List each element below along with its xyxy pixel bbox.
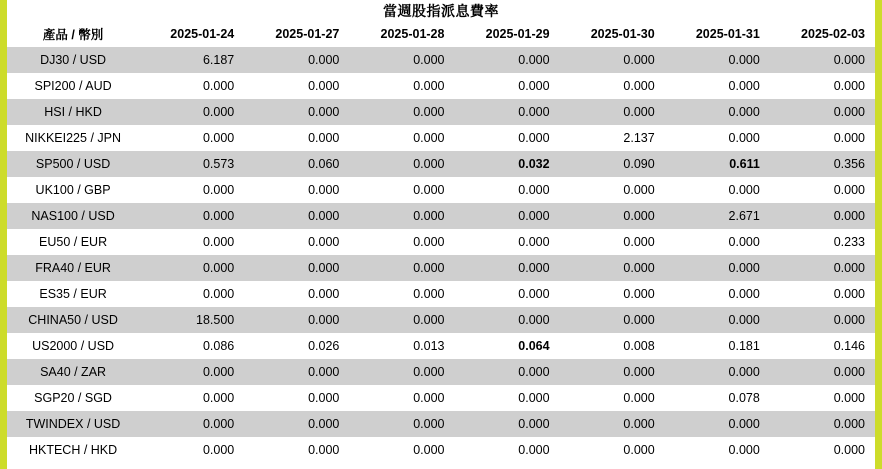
table-row xyxy=(7,359,875,385)
cell-rate: 0.000 xyxy=(349,99,454,125)
cell-rate: 0.000 xyxy=(349,229,454,255)
cell-rate: 0.146 xyxy=(770,333,875,359)
cell-rate: 0.000 xyxy=(349,47,454,73)
table-row xyxy=(7,47,875,73)
table-row xyxy=(7,255,875,281)
cell-product: SPI200 / AUD xyxy=(7,73,139,99)
cell-rate: 0.000 xyxy=(349,203,454,229)
cell-rate: 0.000 xyxy=(244,99,349,125)
table-row xyxy=(7,437,875,463)
cell-rate: 0.000 xyxy=(244,411,349,437)
cell-rate: 0.356 xyxy=(770,151,875,177)
cell-product: UK100 / GBP xyxy=(7,177,139,203)
cell-rate: 0.000 xyxy=(560,203,665,229)
cell-rate: 0.032 xyxy=(454,151,559,177)
cell-rate: 0.000 xyxy=(139,229,244,255)
cell-rate: 0.000 xyxy=(139,281,244,307)
cell-rate: 0.000 xyxy=(770,47,875,73)
page-title-bar xyxy=(7,0,875,21)
cell-rate: 0.611 xyxy=(665,151,770,177)
cell-rate: 0.000 xyxy=(560,281,665,307)
cell-rate: 0.233 xyxy=(770,229,875,255)
cell-rate: 0.078 xyxy=(665,385,770,411)
cell-rate: 0.000 xyxy=(560,307,665,333)
cell-rate: 0.000 xyxy=(770,281,875,307)
cell-rate: 0.000 xyxy=(454,437,559,463)
cell-rate: 0.000 xyxy=(349,411,454,437)
cell-product: SA40 / ZAR xyxy=(7,359,139,385)
cell-product: HSI / HKD xyxy=(7,99,139,125)
cell-product: EU50 / EUR xyxy=(7,229,139,255)
cell-rate: 0.000 xyxy=(349,151,454,177)
cell-rate: 0.000 xyxy=(454,125,559,151)
cell-rate: 0.000 xyxy=(349,73,454,99)
cell-rate: 0.000 xyxy=(139,411,244,437)
table-header xyxy=(7,21,875,47)
cell-product: US2000 / USD xyxy=(7,333,139,359)
cell-rate: 0.000 xyxy=(560,177,665,203)
table-row xyxy=(7,177,875,203)
cell-rate: 0.000 xyxy=(770,411,875,437)
cell-rate: 0.000 xyxy=(139,359,244,385)
cell-rate: 0.000 xyxy=(244,125,349,151)
cell-rate: 0.000 xyxy=(244,281,349,307)
table-row xyxy=(7,385,875,411)
cell-rate: 0.000 xyxy=(665,281,770,307)
cell-rate: 0.000 xyxy=(770,99,875,125)
cell-rate: 0.000 xyxy=(665,47,770,73)
cell-product: NIKKEI225 / JPN xyxy=(7,125,139,151)
cell-rate: 0.000 xyxy=(665,99,770,125)
cell-rate: 0.000 xyxy=(349,359,454,385)
cell-rate: 0.000 xyxy=(770,73,875,99)
cell-rate: 0.000 xyxy=(454,177,559,203)
cell-rate: 0.000 xyxy=(665,359,770,385)
cell-rate: 0.000 xyxy=(349,307,454,333)
cell-rate: 0.000 xyxy=(454,99,559,125)
cell-rate: 0.090 xyxy=(560,151,665,177)
cell-rate: 0.000 xyxy=(560,359,665,385)
cell-rate: 0.000 xyxy=(244,73,349,99)
cell-rate: 0.000 xyxy=(770,125,875,151)
cell-rate: 0.000 xyxy=(770,437,875,463)
cell-rate: 0.000 xyxy=(560,385,665,411)
cell-rate: 0.000 xyxy=(770,177,875,203)
cell-rate: 0.013 xyxy=(349,333,454,359)
cell-rate: 0.000 xyxy=(454,385,559,411)
cell-rate: 0.000 xyxy=(244,203,349,229)
cell-rate: 0.000 xyxy=(560,437,665,463)
cell-rate: 6.187 xyxy=(139,47,244,73)
cell-rate: 0.000 xyxy=(139,203,244,229)
cell-rate: 0.000 xyxy=(244,307,349,333)
cell-rate: 0.000 xyxy=(665,125,770,151)
cell-rate: 0.000 xyxy=(139,437,244,463)
cell-rate: 0.000 xyxy=(349,177,454,203)
cell-product: ES35 / EUR xyxy=(7,281,139,307)
cell-rate: 0.000 xyxy=(454,203,559,229)
cell-rate: 0.000 xyxy=(560,73,665,99)
cell-rate: 0.000 xyxy=(454,73,559,99)
cell-rate: 0.000 xyxy=(560,255,665,281)
cell-rate: 0.000 xyxy=(349,385,454,411)
cell-rate: 0.008 xyxy=(560,333,665,359)
cell-rate: 18.500 xyxy=(139,307,244,333)
cell-rate: 0.000 xyxy=(349,125,454,151)
cell-rate: 0.000 xyxy=(454,411,559,437)
cell-product: FRA40 / EUR xyxy=(7,255,139,281)
cell-rate: 0.000 xyxy=(770,359,875,385)
cell-rate: 0.000 xyxy=(139,99,244,125)
cell-rate: 0.000 xyxy=(770,385,875,411)
cell-rate: 0.000 xyxy=(139,177,244,203)
cell-rate: 0.000 xyxy=(454,229,559,255)
cell-product: SGP20 / SGD xyxy=(7,385,139,411)
cell-rate: 0.026 xyxy=(244,333,349,359)
table-row xyxy=(7,151,875,177)
cell-product: HKTECH / HKD xyxy=(7,437,139,463)
cell-rate: 2.137 xyxy=(560,125,665,151)
table-row xyxy=(7,333,875,359)
cell-rate: 0.060 xyxy=(244,151,349,177)
table-row xyxy=(7,307,875,333)
cell-rate: 0.000 xyxy=(770,255,875,281)
cell-rate: 0.000 xyxy=(454,281,559,307)
cell-product: SP500 / USD xyxy=(7,151,139,177)
cell-rate: 0.000 xyxy=(665,255,770,281)
cell-rate: 0.000 xyxy=(560,99,665,125)
table-row xyxy=(7,99,875,125)
table-row xyxy=(7,73,875,99)
cell-rate: 0.064 xyxy=(454,333,559,359)
cell-rate: 0.000 xyxy=(139,125,244,151)
cell-rate: 2.671 xyxy=(665,203,770,229)
column-header-product: 產品 / 幣別 xyxy=(7,21,139,47)
column-header-date-4: 2025-01-29 xyxy=(454,21,559,47)
cell-rate: 0.000 xyxy=(454,307,559,333)
table-row xyxy=(7,203,875,229)
cell-rate: 0.000 xyxy=(560,47,665,73)
table-row xyxy=(7,229,875,255)
cell-rate: 0.000 xyxy=(139,73,244,99)
cell-rate: 0.181 xyxy=(665,333,770,359)
table-body xyxy=(7,47,875,463)
cell-rate: 0.000 xyxy=(560,229,665,255)
column-header-date-2: 2025-01-27 xyxy=(244,21,349,47)
cell-rate: 0.000 xyxy=(349,255,454,281)
column-header-date-7: 2025-02-03 xyxy=(770,21,875,47)
cell-rate: 0.000 xyxy=(244,47,349,73)
cell-rate: 0.000 xyxy=(349,437,454,463)
cell-rate: 0.000 xyxy=(665,73,770,99)
cell-rate: 0.000 xyxy=(244,385,349,411)
cell-product: NAS100 / USD xyxy=(7,203,139,229)
cell-rate: 0.000 xyxy=(665,229,770,255)
cell-rate: 0.573 xyxy=(139,151,244,177)
cell-rate: 0.000 xyxy=(349,281,454,307)
cell-rate: 0.000 xyxy=(770,203,875,229)
cell-rate: 0.000 xyxy=(665,411,770,437)
cell-rate: 0.000 xyxy=(244,437,349,463)
cell-rate: 0.000 xyxy=(244,177,349,203)
column-header-date-5: 2025-01-30 xyxy=(560,21,665,47)
cell-rate: 0.000 xyxy=(560,411,665,437)
cell-rate: 0.000 xyxy=(244,229,349,255)
cell-rate: 0.000 xyxy=(454,47,559,73)
cell-rate: 0.000 xyxy=(454,255,559,281)
cell-rate: 0.086 xyxy=(139,333,244,359)
cell-product: CHINA50 / USD xyxy=(7,307,139,333)
cell-rate: 0.000 xyxy=(665,437,770,463)
table-header-row xyxy=(7,21,875,47)
table-row xyxy=(7,125,875,151)
cell-rate: 0.000 xyxy=(665,177,770,203)
cell-rate: 0.000 xyxy=(139,385,244,411)
cell-product: DJ30 / USD xyxy=(7,47,139,73)
cell-rate: 0.000 xyxy=(244,255,349,281)
cell-product: TWINDEX / USD xyxy=(7,411,139,437)
column-header-date-3: 2025-01-28 xyxy=(349,21,454,47)
cell-rate: 0.000 xyxy=(244,359,349,385)
table-row xyxy=(7,281,875,307)
column-header-date-6: 2025-01-31 xyxy=(665,21,770,47)
column-header-date-1: 2025-01-24 xyxy=(139,21,244,47)
cell-rate: 0.000 xyxy=(665,307,770,333)
page-title: 當週股指派息費率 xyxy=(383,2,499,19)
dividend-rates-table xyxy=(7,21,875,463)
table-row xyxy=(7,411,875,437)
cell-rate: 0.000 xyxy=(139,255,244,281)
cell-rate: 0.000 xyxy=(770,307,875,333)
cell-rate: 0.000 xyxy=(454,359,559,385)
